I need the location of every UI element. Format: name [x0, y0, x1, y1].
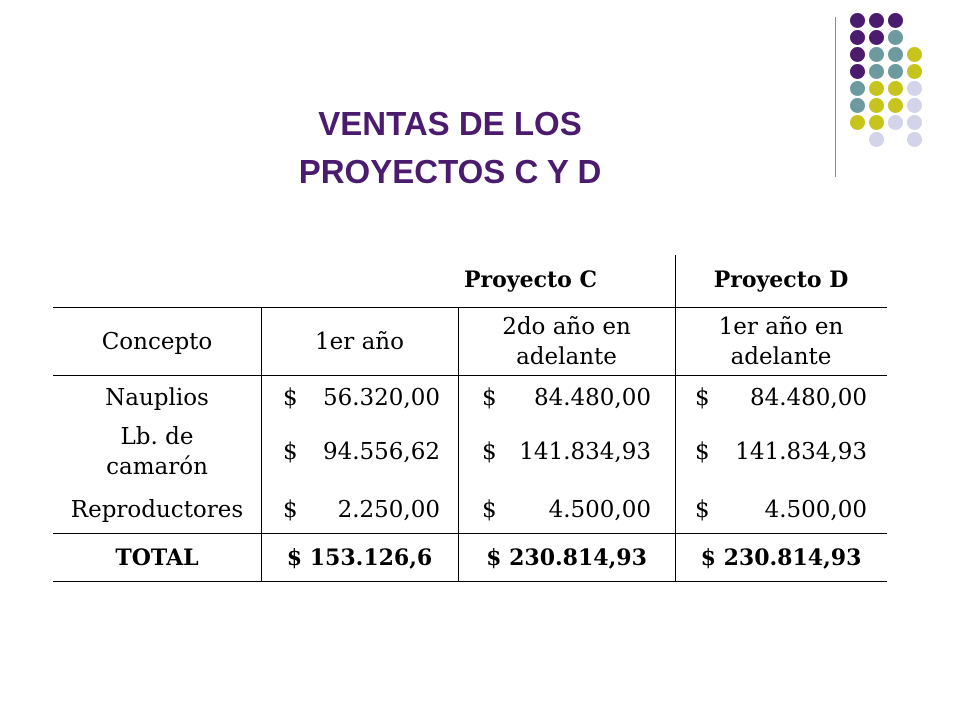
table-cell	[261, 421, 458, 483]
decorative-dot	[907, 64, 922, 79]
decorative-dot	[869, 98, 884, 113]
cell-value: 4.500,00	[764, 497, 867, 523]
total-d-1er-ano: $ 230.814,93	[700, 545, 862, 571]
column-separator	[675, 255, 676, 581]
cell-value: 56.320,00	[322, 385, 440, 411]
decorative-dot	[850, 98, 865, 113]
total-label: TOTAL	[115, 545, 199, 571]
decorative-dot-grid	[850, 13, 950, 163]
decorative-dot	[850, 47, 865, 62]
decorative-dot	[888, 64, 903, 79]
title-line-1: VENTAS DE LOS	[318, 105, 582, 142]
row-label-reproductores: Reproductores	[70, 497, 244, 523]
decorative-dot	[850, 13, 865, 28]
decorative-dot	[888, 13, 903, 28]
slide-title	[250, 100, 650, 196]
row-label-lb-de-camaron: Lb. de camarón	[106, 424, 208, 480]
decorative-dot	[850, 64, 865, 79]
currency-symbol: $	[482, 385, 497, 411]
total-c-2do-ano: $ 230.814,93	[486, 545, 647, 571]
cell-value: 94.556,62	[322, 439, 440, 465]
decorative-dot	[907, 132, 922, 147]
currency-symbol: $	[695, 385, 710, 411]
decorative-dot	[907, 98, 922, 113]
decorative-dot	[869, 115, 884, 130]
decorative-dot	[907, 47, 922, 62]
decorative-dot	[907, 115, 922, 130]
currency-symbol: $	[283, 385, 298, 411]
table-cell	[675, 421, 887, 483]
decorative-dot	[888, 47, 903, 62]
table-cell	[458, 421, 675, 483]
cell-value: 2.250,00	[337, 497, 440, 523]
decorative-line	[835, 17, 836, 177]
decorative-dot	[869, 81, 884, 96]
title-line-2: PROYECTOS C Y D	[298, 153, 602, 190]
decorative-dot	[869, 13, 884, 28]
table-rule	[53, 533, 887, 534]
cell-value: 4.500,00	[548, 497, 651, 523]
table-cell	[458, 493, 675, 527]
cell-value: 84.480,00	[749, 385, 867, 411]
currency-symbol: $	[482, 497, 497, 523]
cell-value: 84.480,00	[533, 385, 651, 411]
decorative-dot	[850, 30, 865, 45]
table-rule	[53, 581, 887, 582]
decorative-dot	[888, 98, 903, 113]
sales-table	[53, 255, 887, 585]
cell-value: 141.834,93	[519, 439, 651, 465]
table-cell	[675, 381, 887, 415]
decorative-dot	[869, 30, 884, 45]
decorative-dot	[869, 64, 884, 79]
currency-symbol: $	[283, 439, 298, 465]
currency-symbol: $	[482, 439, 497, 465]
column-header-concepto: Concepto	[101, 329, 213, 355]
decorative-dot	[888, 81, 903, 96]
table-cell	[261, 381, 458, 415]
currency-symbol: $	[695, 439, 710, 465]
table-cell	[261, 493, 458, 527]
column-header-d-1er-ano: 1er año en adelante	[718, 314, 844, 370]
table-rule	[53, 375, 887, 376]
table-cell	[675, 493, 887, 527]
decorative-dot	[869, 47, 884, 62]
decorative-dot	[907, 81, 922, 96]
decorative-dot	[888, 30, 903, 45]
group-header-proyecto-d: Proyecto D	[713, 267, 849, 293]
table-rule	[53, 307, 887, 308]
cell-value: 141.834,93	[735, 439, 867, 465]
table-cell	[458, 381, 675, 415]
decorative-dot	[869, 132, 884, 147]
column-header-c-1er-ano: 1er año	[315, 329, 404, 355]
column-header-c-2do-ano: 2do año en adelante	[502, 314, 631, 370]
decorative-dot	[888, 115, 903, 130]
total-c-1er-ano: $ 153.126,6	[286, 545, 433, 571]
currency-symbol: $	[283, 497, 298, 523]
decorative-dot	[850, 81, 865, 96]
row-label-nauplios: Nauplios	[105, 385, 209, 411]
currency-symbol: $	[695, 497, 710, 523]
group-header-proyecto-c: Proyecto C	[464, 267, 597, 293]
decorative-dot	[850, 115, 865, 130]
